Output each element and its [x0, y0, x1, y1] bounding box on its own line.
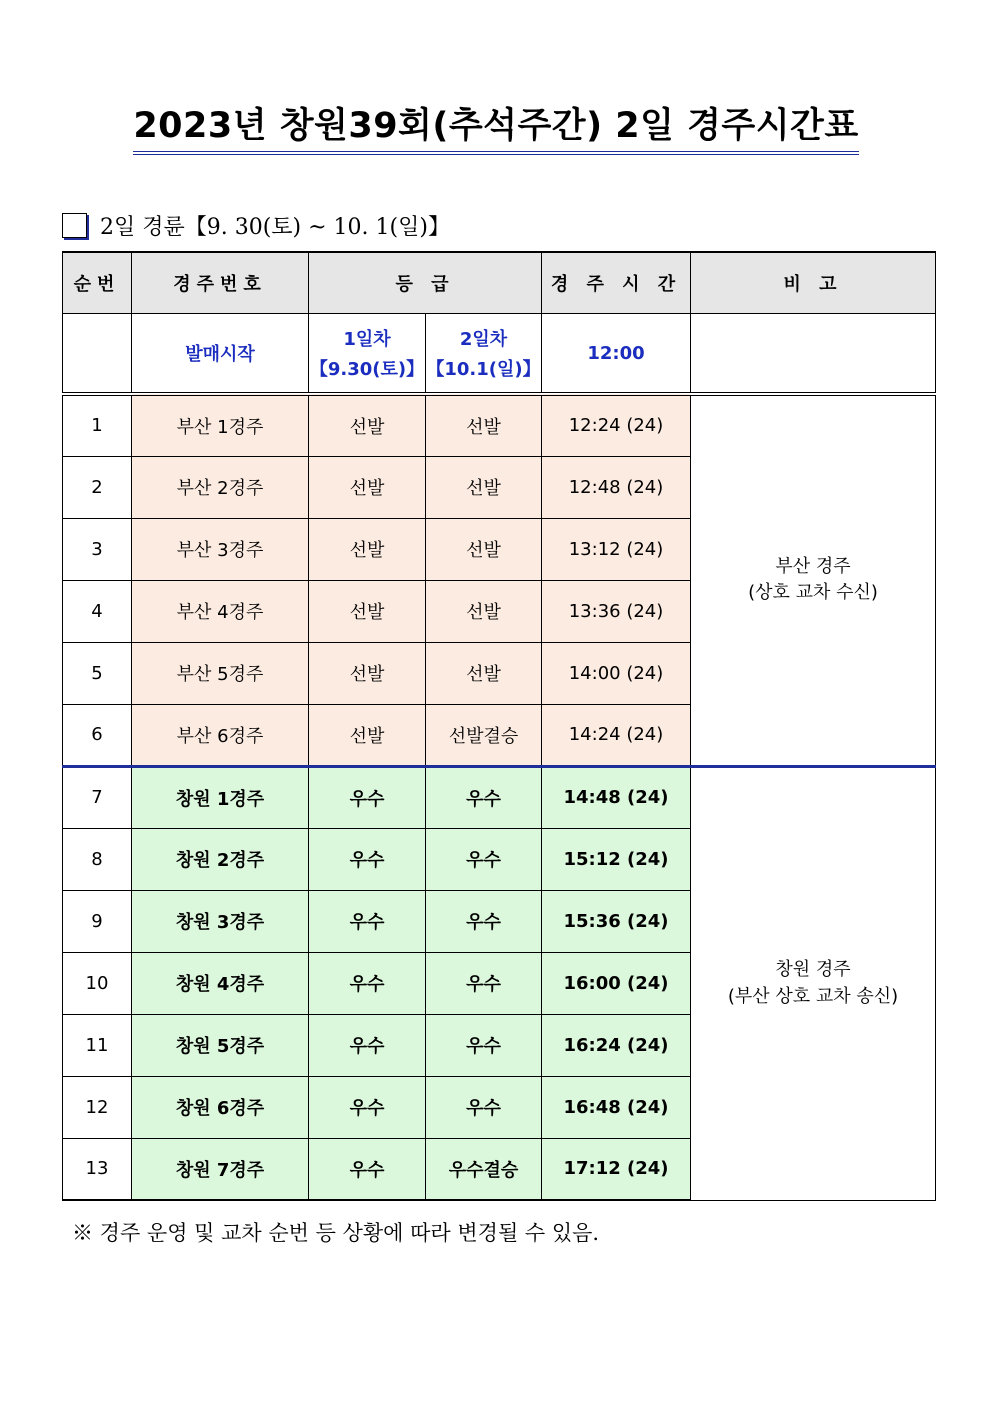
- grade-day2-cell: 선발: [426, 456, 542, 518]
- sales-label: 발매시작: [132, 314, 309, 395]
- order-cell: 5: [63, 642, 132, 704]
- changwon-note-line1: 창원 경주: [775, 959, 851, 981]
- race-name-cell: 부산 5경주: [132, 642, 309, 704]
- busan-note-cell: [691, 394, 936, 766]
- grade-day2-cell: 선발: [426, 642, 542, 704]
- header-row: [63, 252, 936, 314]
- day1-date: 【9.30(토)】: [309, 359, 425, 380]
- grade-day2-cell: 우수: [426, 1014, 542, 1076]
- grade-day1-cell: 선발: [309, 518, 426, 580]
- race-name-cell: 창원 5경주: [132, 1014, 309, 1076]
- grade-day1-cell: 우수: [309, 890, 426, 952]
- race-name-cell: 창원 3경주: [132, 890, 309, 952]
- grade-day2-cell: 우수: [426, 828, 542, 890]
- race-name-cell: 창원 4경주: [132, 952, 309, 1014]
- order-cell: 6: [63, 704, 132, 766]
- race-name-cell: 창원 6경주: [132, 1076, 309, 1138]
- grade-day1-cell: 선발: [309, 456, 426, 518]
- table-row: [63, 394, 936, 456]
- section-heading: [62, 207, 450, 243]
- order-cell: 2: [63, 456, 132, 518]
- race-time-cell: 15:36 (24): [542, 890, 691, 952]
- grade-day2-cell: 선발: [426, 518, 542, 580]
- table-row: [63, 766, 936, 828]
- race-time-cell: 13:12 (24): [542, 518, 691, 580]
- checkbox-icon: [62, 213, 87, 238]
- race-time-cell: 14:00 (24): [542, 642, 691, 704]
- busan-note-line1: 부산 경주: [775, 556, 851, 578]
- race-name-cell: 부산 6경주: [132, 704, 309, 766]
- order-cell: 10: [63, 952, 132, 1014]
- grade-day2-cell: 우수: [426, 1076, 542, 1138]
- grade-day1-cell: 선발: [309, 642, 426, 704]
- order-cell: 7: [63, 766, 132, 828]
- sales-note-cell: [691, 314, 936, 395]
- grade-day2-cell: 우수결승: [426, 1138, 542, 1200]
- grade-day1-cell: 우수: [309, 952, 426, 1014]
- header-note: 비 고: [691, 252, 936, 314]
- page-title-wrap: [0, 98, 992, 155]
- order-cell: 4: [63, 580, 132, 642]
- day2-date: 【10.1(일)】: [426, 359, 541, 380]
- order-cell: 1: [63, 394, 132, 456]
- header-order: 순번: [63, 252, 132, 314]
- race-time-cell: 14:48 (24): [542, 766, 691, 828]
- race-name-cell: 부산 2경주: [132, 456, 309, 518]
- order-cell: 9: [63, 890, 132, 952]
- grade-day1-cell: 우수: [309, 1014, 426, 1076]
- header-time: 경 주 시 간: [542, 252, 691, 314]
- day1-label: 1일차: [343, 329, 391, 350]
- grade-day2-cell: 우수: [426, 952, 542, 1014]
- grade-day2-cell: 우수: [426, 890, 542, 952]
- sales-order-cell: [63, 314, 132, 395]
- order-cell: 11: [63, 1014, 132, 1076]
- race-time-cell: 15:12 (24): [542, 828, 691, 890]
- order-cell: 8: [63, 828, 132, 890]
- section-label: 2일 경륜【9. 30(토) ~ 10. 1(일)】: [100, 214, 450, 240]
- sales-time: 12:00: [542, 314, 691, 395]
- sales-day2-cell: [426, 314, 542, 395]
- race-time-cell: 12:48 (24): [542, 456, 691, 518]
- day2-label: 2일차: [459, 329, 508, 350]
- race-name-cell: 부산 1경주: [132, 394, 309, 456]
- race-time-cell: 17:12 (24): [542, 1138, 691, 1200]
- race-time-cell: 16:48 (24): [542, 1076, 691, 1138]
- order-cell: 13: [63, 1138, 132, 1200]
- header-race-no: 경주번호: [132, 252, 309, 314]
- changwon-note-cell: [691, 766, 936, 1200]
- grade-day2-cell: 선발: [426, 394, 542, 456]
- grade-day1-cell: 우수: [309, 766, 426, 828]
- sales-start-row: [63, 314, 936, 395]
- footnote: ※ 경주 운영 및 교차 순번 등 상황에 따라 변경될 수 있음.: [72, 1221, 600, 1245]
- busan-note-line2: (상호 교차 수신): [748, 582, 878, 604]
- grade-day1-cell: 우수: [309, 828, 426, 890]
- race-name-cell: 부산 3경주: [132, 518, 309, 580]
- grade-day1-cell: 선발: [309, 704, 426, 766]
- grade-day2-cell: 우수: [426, 766, 542, 828]
- race-name-cell: 부산 4경주: [132, 580, 309, 642]
- race-time-cell: 12:24 (24): [542, 394, 691, 456]
- race-schedule-table: [62, 251, 936, 1201]
- header-grade: 등 급: [309, 252, 542, 314]
- race-time-cell: 13:36 (24): [542, 580, 691, 642]
- grade-day2-cell: 선발: [426, 580, 542, 642]
- changwon-note-line2: (부산 상호 교차 송신): [727, 985, 899, 1007]
- race-name-cell: 창원 2경주: [132, 828, 309, 890]
- race-name-cell: 창원 1경주: [132, 766, 309, 828]
- race-time-cell: 16:24 (24): [542, 1014, 691, 1076]
- race-name-cell: 창원 7경주: [132, 1138, 309, 1200]
- grade-day1-cell: 선발: [309, 394, 426, 456]
- grade-day1-cell: 우수: [309, 1138, 426, 1200]
- grade-day1-cell: 우수: [309, 1076, 426, 1138]
- race-time-cell: 16:00 (24): [542, 952, 691, 1014]
- order-cell: 12: [63, 1076, 132, 1138]
- sales-day1-cell: [309, 314, 426, 395]
- grade-day1-cell: 선발: [309, 580, 426, 642]
- page-title: 2023년 창원39회(추석주간) 2일 경주시간표: [133, 98, 858, 155]
- grade-day2-cell: 선발결승: [426, 704, 542, 766]
- race-rows: [63, 394, 936, 1200]
- order-cell: 3: [63, 518, 132, 580]
- race-time-cell: 14:24 (24): [542, 704, 691, 766]
